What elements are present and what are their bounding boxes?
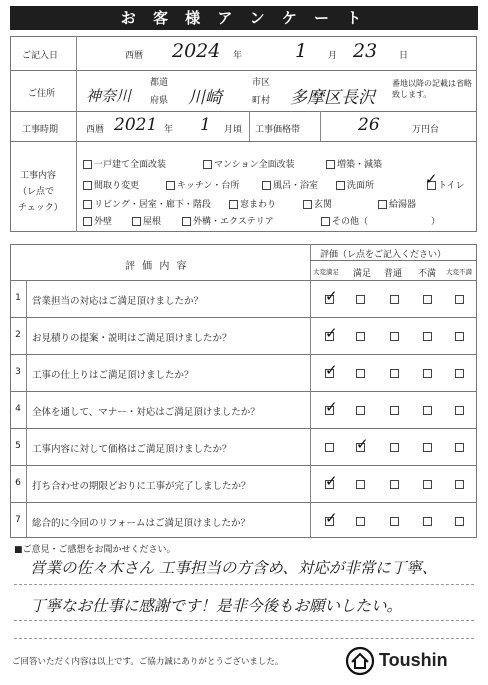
date-year-unit: 年 bbox=[233, 51, 243, 61]
option-toilet[interactable]: トイレ bbox=[427, 178, 465, 191]
question-text: 総合的に今回のリフォームはご満足頂けましたか？ bbox=[32, 518, 251, 529]
question-row bbox=[10, 428, 477, 466]
rating-check-mark: ✓ bbox=[356, 435, 369, 453]
option-ikkodate[interactable]: 一戸建て全面改装 bbox=[83, 157, 166, 170]
period-month-unit: 月頃 bbox=[224, 125, 243, 135]
rating-checkbox[interactable] bbox=[390, 332, 399, 341]
rating-title: 評価（レ点をご記入ください） bbox=[320, 250, 447, 260]
question-row bbox=[10, 354, 477, 392]
option-kyutouki[interactable]: 給湯器 bbox=[378, 197, 416, 210]
comment-line-1[interactable]: 営業の佐々木さん 工事担当の方含め、対応が非常に丁寧、 bbox=[30, 559, 438, 577]
rating-checkbox[interactable] bbox=[356, 517, 365, 526]
rating-checkbox[interactable] bbox=[455, 406, 464, 415]
question-number: 6 bbox=[15, 478, 21, 488]
rating-checkbox[interactable] bbox=[356, 480, 365, 489]
option-kitchen[interactable]: キッチン・台所 bbox=[166, 178, 239, 191]
rating-checkbox[interactable] bbox=[423, 369, 432, 378]
question-number: 4 bbox=[15, 404, 21, 414]
rating-checkbox[interactable] bbox=[390, 517, 399, 526]
option-yane[interactable]: 屋根 bbox=[132, 214, 161, 227]
rating-checkbox[interactable] bbox=[423, 332, 432, 341]
house-icon bbox=[345, 646, 375, 676]
price-unit: 万円台 bbox=[412, 125, 440, 135]
rating-checkbox[interactable] bbox=[455, 443, 464, 452]
question-row bbox=[10, 280, 477, 318]
rating-checkbox[interactable] bbox=[423, 295, 432, 304]
rating-checkbox[interactable] bbox=[390, 406, 399, 415]
question-text: 工事内容に対して価格はご満足頂けましたか？ bbox=[32, 444, 232, 455]
option-madori[interactable]: 間取り変更 bbox=[83, 178, 139, 191]
price-value[interactable]: 26 bbox=[358, 115, 380, 135]
pref-unit-bottom: 府県 bbox=[150, 96, 169, 106]
question-number: 7 bbox=[15, 515, 21, 525]
question-row bbox=[10, 317, 477, 355]
work-label-3: チェック） bbox=[18, 203, 63, 213]
toushin-logo bbox=[345, 646, 481, 676]
option-zouchiku[interactable]: 増築・減築 bbox=[326, 157, 382, 170]
rating-checkbox[interactable] bbox=[390, 480, 399, 489]
rating-check-mark: ✓ bbox=[325, 509, 338, 527]
date-label: ご記入日 bbox=[22, 51, 59, 61]
form-title: お 客 様 ア ン ケ ー ト bbox=[10, 6, 478, 30]
work-label-1: 工事内容 bbox=[20, 171, 57, 181]
option-gaikou[interactable]: 外構・エクステリア bbox=[182, 214, 274, 227]
date-day[interactable]: 23 bbox=[353, 40, 378, 62]
comments-label: ■ご意見・ご感想をお聞かせください。 bbox=[14, 545, 176, 555]
rating-checkbox[interactable] bbox=[356, 369, 365, 378]
rating-check-mark: ✓ bbox=[325, 398, 338, 416]
question-row bbox=[10, 465, 477, 503]
pref-unit-top: 都道 bbox=[150, 78, 169, 88]
city-unit-bottom: 町村 bbox=[252, 96, 271, 106]
date-month[interactable]: 1 bbox=[295, 40, 308, 62]
rating-checkbox[interactable] bbox=[390, 369, 399, 378]
option-living[interactable]: リビング・居室・廊下・階段 bbox=[83, 197, 211, 210]
city-unit-top: 市区 bbox=[252, 78, 271, 88]
brand-name: Toushin bbox=[379, 650, 448, 670]
date-year[interactable]: 2024 bbox=[172, 40, 221, 62]
comment-line-2[interactable]: 丁寧なお仕事に感謝です！是非今後もお願いしたい。 bbox=[30, 597, 403, 615]
rating-checkbox[interactable] bbox=[356, 332, 365, 341]
option-senmen[interactable]: 洗面所 bbox=[336, 178, 374, 191]
period-label: 工事時期 bbox=[22, 125, 59, 135]
question-row bbox=[10, 391, 477, 429]
question-text: 全体を通して、マナー・対応はご満足頂けましたか？ bbox=[32, 407, 260, 418]
rating-checkbox[interactable] bbox=[325, 443, 334, 452]
scale-unsatisfied: 不満 bbox=[418, 269, 437, 279]
rating-check-mark: ✓ bbox=[325, 472, 338, 490]
scale-neutral: 普通 bbox=[384, 269, 403, 279]
rating-checkbox[interactable] bbox=[455, 369, 464, 378]
rating-checkbox[interactable] bbox=[455, 517, 464, 526]
rating-checkbox[interactable] bbox=[455, 332, 464, 341]
rating-checkbox[interactable] bbox=[356, 295, 365, 304]
address-label: ご住所 bbox=[28, 89, 56, 99]
period-year-unit: 年 bbox=[164, 125, 174, 135]
address-ward[interactable]: 多摩区長沢 bbox=[290, 88, 375, 108]
question-text: 営業担当の対応はご満足頂けましたか？ bbox=[32, 296, 204, 307]
rating-checkbox[interactable] bbox=[423, 480, 432, 489]
question-text: 工事の仕上りはご満足頂けましたか？ bbox=[32, 370, 194, 381]
option-mado[interactable]: 窓まわり bbox=[229, 197, 276, 210]
rating-checkbox[interactable] bbox=[455, 295, 464, 304]
scale-very-unsatisfied: 大変不満 bbox=[446, 268, 472, 276]
rating-checkbox[interactable] bbox=[423, 517, 432, 526]
question-number: 2 bbox=[15, 330, 21, 340]
question-row bbox=[10, 502, 477, 540]
option-furo[interactable]: 風呂・浴室 bbox=[262, 178, 318, 191]
rating-check-mark: ✓ bbox=[325, 287, 338, 305]
eval-header: 評 価 内 容 bbox=[125, 261, 189, 272]
option-mansion[interactable]: マンション全面改装 bbox=[203, 157, 295, 170]
question-text: 打ち合わせの期限どおりに工事が完了しましたか？ bbox=[32, 481, 251, 492]
scale-satisfied: 満足 bbox=[353, 269, 372, 279]
rating-checkbox[interactable] bbox=[356, 406, 365, 415]
period-era: 西暦 bbox=[86, 125, 105, 135]
scale-very-satisfied: 大変満足 bbox=[313, 268, 339, 276]
address-note: 番地以降の記載は省略致します。 bbox=[392, 79, 472, 99]
footer-thanks: ご回答いただく内容は以上です。ご協力誠にありがとうございました。 bbox=[12, 657, 284, 667]
question-number: 1 bbox=[15, 293, 21, 303]
toilet-check-mark: ✓ bbox=[425, 170, 438, 188]
option-genkan[interactable]: 玄関 bbox=[303, 197, 332, 210]
question-number: 3 bbox=[15, 367, 21, 377]
option-other[interactable]: その他（ ） bbox=[321, 214, 440, 227]
rating-check-mark: ✓ bbox=[325, 361, 338, 379]
rating-checkbox[interactable] bbox=[455, 480, 464, 489]
question-text: お見積りの提案・説明はご満足頂けましたか？ bbox=[32, 333, 232, 344]
option-gaiheki[interactable]: 外壁 bbox=[83, 214, 112, 227]
period-month[interactable]: 1 bbox=[200, 115, 211, 135]
rating-checkbox[interactable] bbox=[390, 295, 399, 304]
date-day-unit: 日 bbox=[399, 51, 409, 61]
date-era: 西暦 bbox=[125, 51, 144, 61]
rating-checkbox[interactable] bbox=[423, 406, 432, 415]
rating-checkbox[interactable] bbox=[423, 443, 432, 452]
address-pref[interactable]: 神奈川 bbox=[86, 87, 132, 105]
price-label: 工事価格帯 bbox=[255, 125, 301, 135]
date-month-unit: 月 bbox=[328, 51, 338, 61]
period-year[interactable]: 2021 bbox=[114, 115, 158, 135]
work-label-2: （レ点で bbox=[18, 187, 55, 197]
rating-checkbox[interactable] bbox=[390, 443, 399, 452]
question-number: 5 bbox=[15, 441, 21, 451]
address-city[interactable]: 川崎 bbox=[188, 88, 222, 108]
rating-check-mark: ✓ bbox=[325, 324, 338, 342]
